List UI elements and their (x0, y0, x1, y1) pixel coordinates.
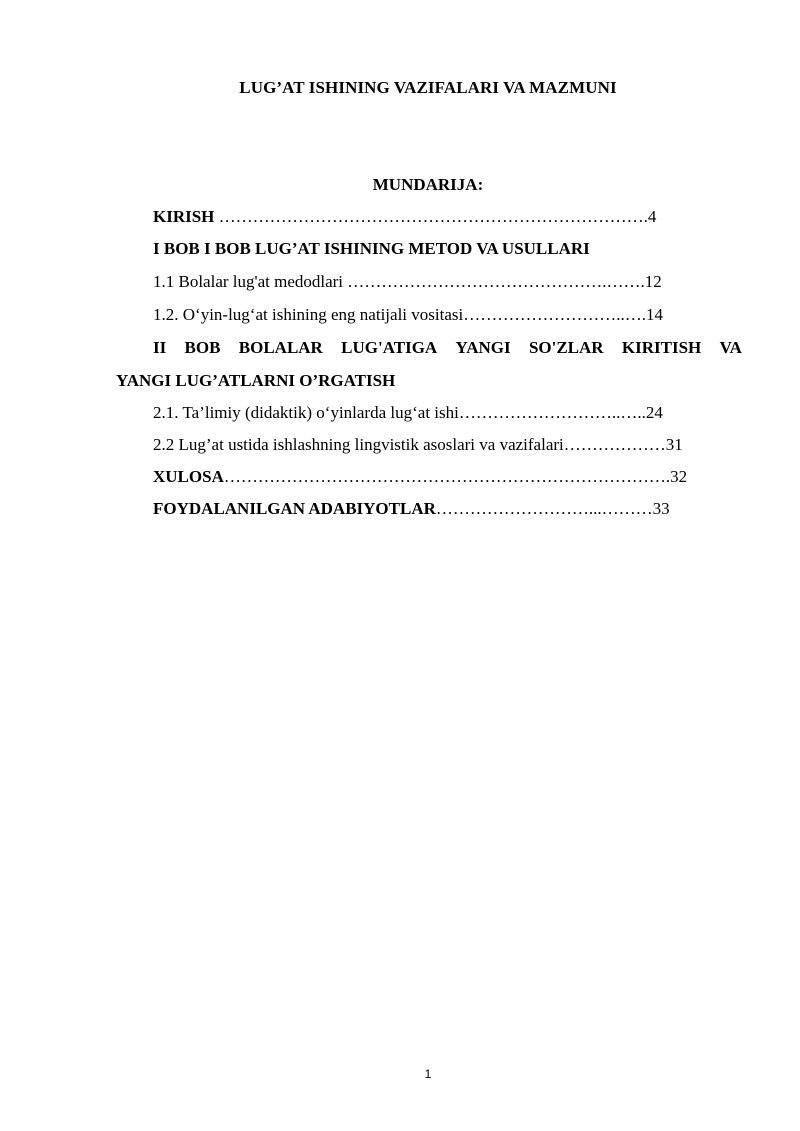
toc-entry-2-2: 2.2 Lug’at ustida ishlashning lingvistik asoslari va vazifalari………………31 (153, 435, 683, 454)
toc-chapter-2-word: KIRITISH (621, 338, 702, 357)
toc-chapter-1: I BOB I BOB LUG’AT ISHINING METOD VA USULLARI (153, 239, 590, 258)
toc-chapter-2-word: II (153, 338, 167, 357)
toc-chapter-2-word: BOLALAR (238, 338, 323, 357)
toc-entry-2-1: 2.1. Ta’limiy (didaktik) o‘yinlarda lug‘at ishi………………………..…..24 (153, 403, 663, 422)
toc-chapter-2 (153, 338, 742, 358)
toc-entry-xulosa-label: XULOSA (153, 467, 224, 486)
toc-chapter-2-word: LUG'ATIGA (341, 338, 438, 357)
toc-chapter-2-word: BOB (184, 338, 221, 357)
toc-entry-1-2: 1.2. O‘yin-lug‘at ishining eng natijali vositasi………………………..….14 (153, 305, 663, 324)
document-title: LUG’AT ISHINING VAZIFALARI VA MAZMUNI (239, 78, 617, 97)
toc-chapter-2-continuation: YANGI LUG’ATLARNI O’RGATISH (116, 371, 396, 390)
toc-entry-xulosa-leader: …………………………………………………………………….32 (223, 467, 688, 486)
page-number: 1 (424, 1067, 432, 1081)
toc-chapter-2-word: VA (719, 338, 742, 357)
toc-entry-foydalanilgan-label: FOYDALANILGAN ADABIYOTLAR (153, 499, 436, 518)
toc-entry-1-1: 1.1 Bolalar lug'at medodlari ……………………………………….…….12 (153, 272, 662, 291)
toc-entry-kirish-leader: ………………………………………………………………….4 (214, 207, 657, 226)
toc-chapter-2-word: SO'ZLAR (528, 338, 604, 357)
toc-entry-kirish (153, 207, 656, 227)
toc-entry-kirish-label: KIRISH (153, 207, 215, 226)
toc-heading: MUNDARIJA: (372, 175, 484, 194)
toc-chapter-2-word: YANGI (455, 338, 511, 357)
toc-entry-foydalanilgan-leader: ………………………...………33 (435, 499, 670, 518)
toc-entry-xulosa (153, 467, 687, 487)
toc-entry-foydalanilgan (153, 499, 670, 519)
